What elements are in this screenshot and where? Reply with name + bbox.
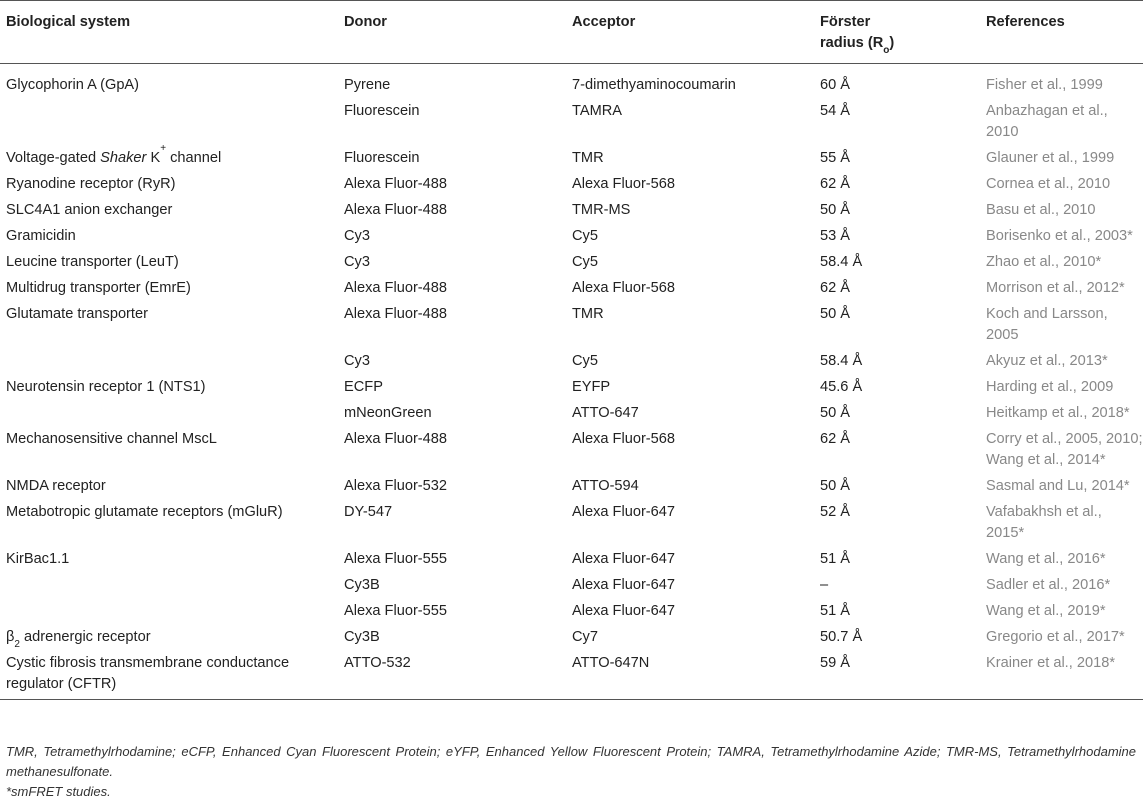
cell-reference: Morrison et al., 2012* [986,280,1125,296]
cell-reference: Gregorio et al., 2017* [986,629,1125,645]
cell-acceptor: ATTO-647 [572,405,639,421]
cell-acceptor: ATTO-594 [572,478,639,494]
table-row [0,625,1143,651]
cell-radius: – [820,577,829,593]
cell-reference: Corry et al., 2005, 2010; Wang et al., 2014* [986,431,1143,468]
header-radius-sub: o [883,44,890,56]
table-row [0,99,1143,146]
cell-system: Ryanodine receptor (RyR) [6,176,176,192]
shaker-post: K [146,150,161,166]
cell-reference: Vafabakhsh et al., 2015* [986,504,1102,541]
cell-system: Gramicidin [6,228,76,244]
header-system: Biological system [0,1,338,64]
cell-acceptor: Alexa Fluor-647 [572,603,676,619]
cell-reference: Glauner et al., 1999 [986,150,1115,166]
header-radius-line1: Förster [820,14,871,30]
cell-acceptor: TAMRA [572,103,622,119]
cell-radius: 50.7 Å [820,629,863,645]
cell-donor: Alexa Fluor-532 [344,478,448,494]
footnote-smfret: *smFRET studies. [6,784,111,799]
cell-radius: 62 Å [820,176,851,192]
shaker-italic: Shaker [100,150,147,166]
shaker-sup: + [160,143,167,155]
cell-radius: 53 Å [820,228,851,244]
cell-acceptor: ATTO-647N [566,651,814,700]
cell-reference: Cornea et al., 2010 [986,176,1111,192]
cell-system [0,599,338,625]
cell-donor: Cy3B [344,577,380,593]
table-row [0,500,1143,547]
cell-acceptor: Cy5 [572,353,598,369]
cell-radius: 54 Å [820,103,851,119]
table-row [0,146,1143,172]
header-references: References [980,1,1143,64]
cell-donor: Cy3B [344,629,380,645]
cell-radius: 50 Å [820,202,851,218]
cell-donor: mNeonGreen [344,405,432,421]
header-donor: Donor [338,1,566,64]
cell-donor: Fluorescein [344,150,420,166]
cell-radius: 51 Å [820,603,851,619]
cell-donor: DY-547 [344,504,393,520]
shaker-tail: channel [166,150,222,166]
cell-donor: ATTO-532 [338,651,566,700]
cell-acceptor: Cy5 [572,228,598,244]
cell-donor: Alexa Fluor-488 [344,176,448,192]
cell-radius: 50 Å [820,306,851,322]
shaker-pre: Voltage-gated [6,150,101,166]
cell-system: Glutamate transporter [6,306,148,322]
cell-system [0,401,338,427]
cell-donor: Alexa Fluor-488 [344,280,448,296]
cell-donor: Pyrene [344,77,391,93]
beta-symbol: β [6,629,15,645]
cell-system: Metabotropic glutamate receptors (mGluR) [6,504,283,520]
cell-system: Cystic fibrosis transmembrane conductance regulator (CFTR) [0,651,338,700]
cell-system [0,99,338,146]
table-header [0,1,1143,64]
cell-system: Glycophorin A (GpA) [6,77,140,93]
cell-system: Multidrug transporter (EmrE) [6,280,191,296]
cell-system [0,143,338,172]
header-acceptor: Acceptor [566,1,814,64]
cell-system [0,573,338,599]
table-row [0,64,1143,100]
cell-reference: Borisenko et al., 2003* [986,228,1133,244]
footnote-abbreviations: TMR, Tetramethylrhodamine; eCFP, Enhanced Cyan Fluorescent Protein; eYFP, Enhanced Yellow Fluorescent Protein; TAMRA, Tetramethylrhodamine Azide; TMR-MS, Tetramethylrhodamine methanesulfonate. [6,744,1136,779]
cell-system: Leucine transporter (LeuT) [6,254,179,270]
cell-system: SLC4A1 anion exchanger [6,202,173,218]
cell-donor: Alexa Fluor-488 [344,202,448,218]
cell-system [0,625,338,651]
cell-donor: Alexa Fluor-555 [344,551,448,567]
cell-radius: 58.4 Å [820,254,863,270]
cell-acceptor: Alexa Fluor-647 [572,504,676,520]
cell-acceptor: TMR [572,306,604,322]
table-row [0,427,1143,474]
cell-system: NMDA receptor [6,478,106,494]
table-footnotes [6,742,1136,802]
table-row [0,651,1143,700]
table-row [0,375,1143,401]
cell-reference: Anbazhagan et al., 2010 [986,103,1108,140]
cell-radius: 45.6 Å [820,379,863,395]
table-row [0,172,1143,198]
cell-acceptor: Alexa Fluor-647 [572,551,676,567]
cell-radius: 51 Å [820,551,851,567]
table-row [0,250,1143,276]
cell-system: Mechanosensitive channel MscL [6,431,217,447]
cell-donor: Alexa Fluor-488 [344,431,448,447]
header-forster-radius [814,1,980,64]
cell-reference: Sasmal and Lu, 2014* [986,478,1130,494]
cell-radius: 59 Å [814,651,980,700]
cell-radius: 52 Å [820,504,851,520]
cell-acceptor: EYFP [572,379,611,395]
table-row [0,474,1143,500]
table-row [0,547,1143,573]
beta-sub: 2 [14,638,20,650]
cell-reference: Basu et al., 2010 [986,202,1096,218]
cell-acceptor: Alexa Fluor-568 [572,431,676,447]
cell-donor: ECFP [344,379,383,395]
table-row [0,198,1143,224]
cell-donor: Alexa Fluor-488 [344,306,448,322]
cell-donor: Cy3 [344,228,370,244]
cell-donor: Cy3 [344,353,370,369]
cell-system: KirBac1.1 [6,551,70,567]
cell-acceptor: TMR-MS [572,202,631,218]
cell-radius: 62 Å [820,431,851,447]
cell-reference: Krainer et al., 2018* [980,651,1143,700]
cell-donor: Fluorescein [344,103,420,119]
cell-reference: Sadler et al., 2016* [986,577,1111,593]
cell-reference: Akyuz et al., 2013* [986,353,1108,369]
cell-acceptor: 7-dimethyaminocoumarin [572,77,736,93]
beta-tail: adrenergic receptor [19,629,151,645]
cell-reference: Koch and Larsson, 2005 [986,306,1108,343]
header-radius-line2: radius (R [820,35,884,51]
table-row [0,224,1143,250]
cell-acceptor: Alexa Fluor-568 [572,280,676,296]
cell-acceptor: Alexa Fluor-647 [572,577,676,593]
cell-acceptor: Cy5 [572,254,598,270]
cell-reference: Harding et al., 2009 [986,379,1114,395]
table-body [0,64,1143,700]
cell-system: Neurotensin receptor 1 (NTS1) [6,379,206,395]
cell-system [0,349,338,375]
cell-acceptor: Cy7 [572,629,598,645]
table-row [0,401,1143,427]
table-row [0,573,1143,599]
cell-reference: Heitkamp et al., 2018* [986,405,1130,421]
cell-radius: 60 Å [820,77,851,93]
cell-acceptor: Alexa Fluor-568 [572,176,676,192]
table-row [0,599,1143,625]
cell-reference: Fisher et al., 1999 [986,77,1103,93]
cell-radius: 62 Å [820,280,851,296]
cell-reference: Wang et al., 2016* [986,551,1106,567]
table-row [0,276,1143,302]
cell-radius: 55 Å [820,150,851,166]
cell-acceptor: TMR [572,150,604,166]
cell-reference: Wang et al., 2019* [986,603,1106,619]
cell-donor: Alexa Fluor-555 [344,603,448,619]
cell-reference: Zhao et al., 2010* [986,254,1102,270]
table-row [0,349,1143,375]
table-row [0,302,1143,349]
header-radius-close: ) [889,35,895,51]
cell-radius: 50 Å [820,405,851,421]
cell-radius: 58.4 Å [820,353,863,369]
cell-radius: 50 Å [820,478,851,494]
cell-donor: Cy3 [344,254,370,270]
